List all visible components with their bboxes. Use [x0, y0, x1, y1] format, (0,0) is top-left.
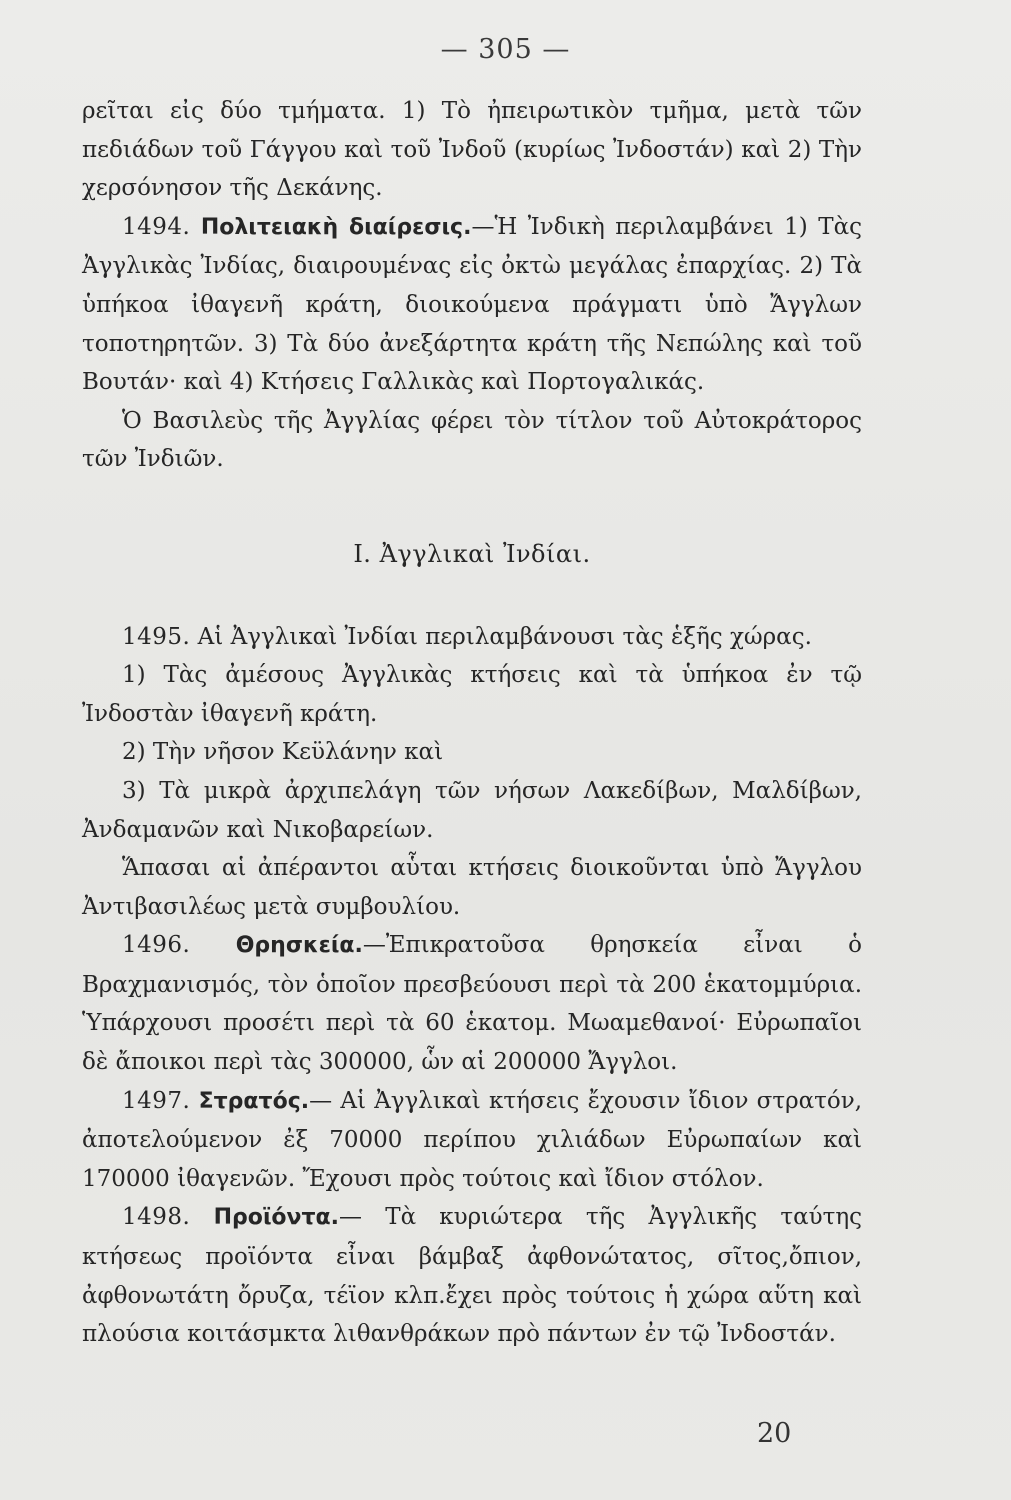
paragraph-1496 [82, 926, 862, 1081]
list-item-3: 3) Τὰ μικρὰ ἀρχιπελάγη τῶν νήσων Λακεδίβων, Μαλδίβων, Ἀνδαμανῶν καὶ Νικοβαρείων. [82, 777, 862, 843]
paragraph-1494 [82, 208, 862, 402]
paragraph-1497 [82, 1082, 862, 1199]
section-heading: Προϊόντα. [213, 1205, 340, 1231]
signature-number: 20 [757, 1418, 792, 1449]
paragraph-number: 1497. [122, 1087, 191, 1114]
list-item-2: 2) Τὴν νῆσον Κεϋλάνην καὶ [122, 739, 444, 766]
paragraph-intro: ρεῖται εἰς δύο τμήματα. 1) Τὸ ἠπειρωτικὸν τμῆμα, μετὰ τῶν πεδιάδων τοῦ Γάγγου καὶ τοῦ Ἰνδοῦ (κυρίως Ἰνδοστάν) καὶ 2) Τὴν χερσόνησον τῆς Δεκάνης. [82, 98, 862, 202]
paragraph-1495 [82, 618, 862, 657]
list-item-1: 1) Τὰς ἀμέσους Ἀγγλικὰς κτήσεις καὶ τὰ ὑπήκοα ἐν τῷ Ἰνδοστὰν ἰθαγενῆ κράτη. [82, 662, 862, 727]
paragraph-number: 1498. [122, 1204, 191, 1231]
page-number: — 305 — [440, 34, 571, 65]
paragraph-body: —Ἡ Ἰνδικὴ περιλαμβάνει 1) Τὰς Ἀγγλικὰς Ἰνδίας, διαιρουμένας εἰς ὀκτὼ μεγάλας ἐπαρχίας. 2) Τὰ ὑπήκοα ἰθαγενῆ κράτη, διοικούμενα πράγματι ὑπὸ Ἄγγλων τοποτηρητῶν. 3) Τὰ δύο ἀνεξάρτητα κράτη τῆς Νεπώλης καὶ τοῦ Βουτάν· καὶ 4) Κτήσεις Γαλλικὰς καὶ Πορτογαλικάς. [82, 213, 862, 396]
section-heading: Πολιτειακὴ διαίρεσις. [200, 214, 472, 240]
paragraph-number: 1494. [122, 213, 191, 240]
paragraph-body: Αἱ Ἀγγλικαὶ Ἰνδίαι περιλαμβάνουσι τὰς ἑξῆς χώρας. [197, 623, 812, 650]
paragraph-body: — Αἱ Ἀγγλικαὶ κτήσεις ἔχουσιν ἴδιον στρατόν, ἀποτελούμενον ἐξ 70000 περίπου χιλιάδων Εὐρωπαίων καὶ 170000 ἰθαγενῶν. Ἔχουσι πρὸς τούτοις καὶ ἴδιον στόλον. [82, 1087, 863, 1192]
section-title: I. Ἀγγλικαὶ Ἰνδίαι. [353, 539, 591, 568]
section-heading: Στρατός. [198, 1088, 310, 1114]
paragraph-body: —Ἐπικρατοῦσα θρησκεία εἶναι ὁ Βραχμανισμός, τὸν ὁποῖον πρεσβεύουσι περὶ τὰ 200 ἑκατομμύρια. Ὑπάρχουσι προσέτι περὶ τὰ 60 ἑκατομ. Μωαμεθανοί· Εὐρωπαῖοι δὲ ἄποικοι περὶ τὰς 300000, ὧν αἱ 200000 Ἄγγλοι. [82, 932, 862, 1076]
paragraph-king: Ὁ Βασιλεὺς τῆς Ἀγγλίας φέρει τὸν τίτλον τοῦ Αὐτοκράτορος τῶν Ἰνδιῶν. [82, 407, 862, 473]
paragraph-administration: Ἅπασαι αἱ ἀπέραντοι αὗται κτήσεις διοικοῦνται ὑπὸ Ἄγγλου Ἀντιβασιλέως μετὰ συμβουλίου. [82, 855, 862, 920]
section-heading: Θρησκεία. [235, 933, 363, 959]
paragraph-number: 1496. [122, 932, 191, 959]
paragraph-1498 [82, 1198, 862, 1353]
paragraph-number: 1495. [122, 623, 191, 650]
page-text [82, 92, 862, 1354]
paragraph-body: — Τὰ κυριώτερα τῆς Ἀγγλικῆς ταύτης κτήσεως προϊόντα εἶναι βάμβαξ ἀφθονώτατος, σῖτος,ὄπιον, ἀφθονωτάτη ὄρυζα, τέϊον κλπ.ἔχει πρὸς τούτοις ἡ χώρα αὕτη καὶ πλούσια κοιτάσμκτα λιθανθράκων πρὸ πάντων ἐν τῷ Ἰνδοστάν. [82, 1204, 862, 1348]
